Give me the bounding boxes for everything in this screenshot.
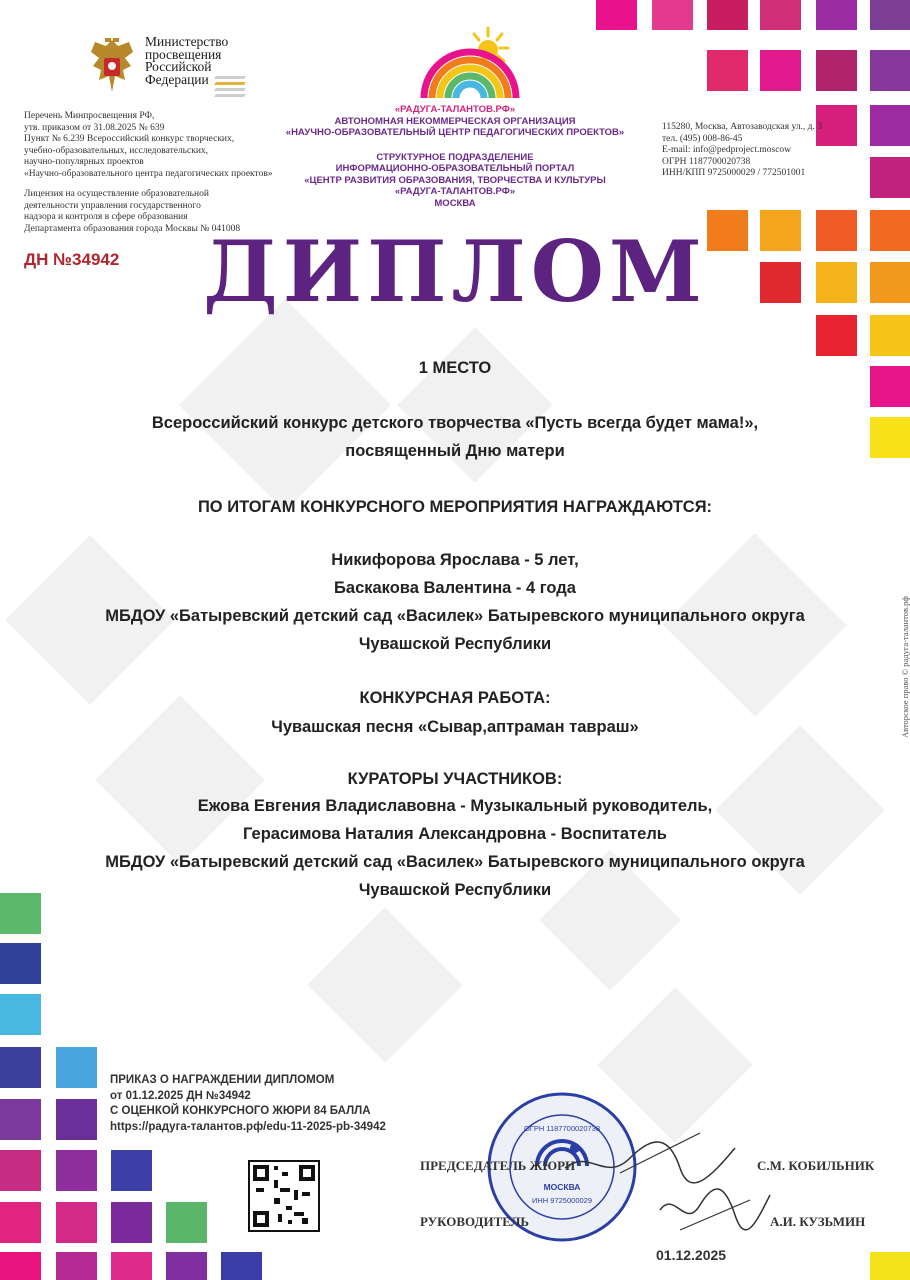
order-link[interactable]: https://радуга-талантов.рф/edu-11-2025-pb-34942 bbox=[110, 1120, 386, 1133]
list-line: Пункт № 6.239 Всероссийский конкурс творческих, bbox=[24, 134, 235, 144]
list-line: Перечень Минпросвещения РФ, bbox=[24, 111, 155, 121]
org-sub-line: «ЦЕНТР РАЗВИТИЯ ОБРАЗОВАНИЯ, ТВОРЧЕСТВА И КУЛЬТУРЫ bbox=[304, 174, 606, 186]
org-line: «НАУЧНО-ОБРАЗОВАТЕЛЬНЫЙ ЦЕНТР ПЕДАГОГИЧЕСКИХ ПРОЕКТОВ» bbox=[285, 127, 625, 138]
curators-heading: КУРАТОРЫ УЧАСТНИКОВ: bbox=[347, 770, 563, 788]
contact-line: 115280, Москва, Автозаводская ул., д. 3 bbox=[662, 122, 823, 132]
signature-chair-icon bbox=[560, 1128, 740, 1188]
contest-line: Всероссийский конкурс детского творчества «Пусть всегда будет мама!», bbox=[151, 414, 759, 432]
order-line: С ОЦЕНКОЙ КОНКУРСНОГО ЖЮРИ 84 БАЛЛА bbox=[110, 1105, 371, 1117]
rainbow-sun-icon bbox=[420, 24, 520, 104]
order-line: ПРИКАЗ О НАГРАЖДЕНИИ ДИПЛОМОМ bbox=[110, 1074, 335, 1086]
awarded-heading: ПО ИТОГАМ КОНКУРСНОГО МЕРОПРИЯТИЯ НАГРАЖДАЮТСЯ: bbox=[197, 498, 713, 516]
ministry-name-line: Федерации bbox=[145, 71, 209, 87]
sign-date: 01.12.2025 bbox=[656, 1247, 727, 1263]
org-sub-line: «РАДУГА-ТАЛАНТОВ.РФ» bbox=[394, 186, 516, 197]
stamp-city: МОСКВА bbox=[543, 1182, 581, 1192]
contest bbox=[0, 409, 910, 465]
work-title: Чувашская песня «Сывар,аптраман тавраш» bbox=[271, 718, 639, 736]
license-line: надзора и контроля в сфере образования bbox=[24, 212, 188, 222]
org-sub-line: ИНФОРМАЦИОННО-ОБРАЗОВАТЕЛЬНЫЙ ПОРТАЛ bbox=[335, 163, 575, 174]
participants bbox=[0, 546, 910, 658]
ministry-name-line: Российской bbox=[145, 59, 212, 74]
ministry-name-line: Министерство bbox=[145, 34, 229, 49]
org-block bbox=[255, 104, 655, 209]
head-name: А.И. КУЗЬМИН bbox=[770, 1214, 866, 1229]
ministry-name-line: просвещения bbox=[145, 46, 222, 62]
list-line: «Научно-образовательного центра педагогических проектов» bbox=[24, 168, 273, 179]
curator-line: Герасимова Наталия Александровна - Воспитатель bbox=[243, 825, 667, 843]
org-line: АВТОНОМНАЯ НЕКОММЕРЧЕСКАЯ ОРГАНИЗАЦИЯ bbox=[334, 115, 576, 127]
contact-line: ОГРН 1187700020738 bbox=[662, 156, 751, 167]
license-line: Лицензия на осуществление образовательной bbox=[24, 189, 209, 199]
head-label: РУКОВОДИТЕЛЬ bbox=[420, 1214, 530, 1229]
participant-line: МБДОУ «Батыревский детский сад «Василек» Батыревского муниципального округа bbox=[105, 607, 805, 625]
contest-line: посвященный Дню матери bbox=[345, 442, 565, 460]
curator-line: МБДОУ «Батыревский детский сад «Василек» Батыревского муниципального округа bbox=[105, 853, 805, 871]
curator-line: Чувашской Республики bbox=[358, 881, 552, 899]
rainbow-logo bbox=[420, 24, 520, 104]
list-line: утв. приказом от 31.08.2025 № 639 bbox=[24, 122, 165, 133]
ministry-block bbox=[85, 36, 255, 104]
curator-line: Ежова Евгения Владиславовна - Музыкальный руководитель, bbox=[197, 797, 713, 815]
left-info bbox=[24, 111, 284, 235]
order-block bbox=[110, 1073, 430, 1135]
order-line: от 01.12.2025 ДН №34942 bbox=[110, 1089, 251, 1102]
list-line: научно-популярных проектов bbox=[24, 157, 144, 167]
list-line: учебно-образовательных, исследовательских, bbox=[24, 145, 209, 156]
side-copyright: Авторское право © радуга-талантов.рф bbox=[900, 596, 910, 738]
signature-head-icon bbox=[655, 1180, 775, 1240]
ministry-stripes bbox=[215, 76, 245, 97]
org-sub-line: СТРУКТУРНОЕ ПОДРАЗДЕЛЕНИЕ bbox=[376, 151, 534, 163]
place: 1 МЕСТО bbox=[418, 359, 492, 377]
participant-line: Чувашской Республики bbox=[358, 635, 552, 653]
license-line: Департамента образования города Москвы № 041008 bbox=[24, 223, 241, 234]
contact-line: ИНН/КПП 9725000029 / 772501001 bbox=[662, 168, 806, 178]
contacts-block bbox=[662, 122, 862, 180]
participant-line: Баскакова Валентина - 4 года bbox=[334, 579, 576, 597]
stamp-ogrn: ОГРН 1187700020738 bbox=[523, 1124, 601, 1133]
diploma-title: ДИПЛОМ bbox=[203, 222, 707, 321]
chair-name: С.М. КОБИЛЬНИК bbox=[757, 1158, 875, 1173]
license-line: деятельности управления государственного bbox=[24, 200, 201, 211]
org-site: «РАДУГА-ТАЛАНТОВ.РФ» bbox=[394, 104, 516, 115]
contact-line: тел. (495) 008-86-45 bbox=[662, 133, 743, 144]
chair-label: ПРЕДСЕДАТЕЛЬ ЖЮРИ bbox=[420, 1158, 576, 1173]
coat-of-arms-icon bbox=[85, 36, 139, 98]
participant-line: Никифорова Ярослава - 5 лет, bbox=[331, 551, 579, 569]
stamp-inn: ИНН 9725000029 bbox=[531, 1196, 593, 1205]
work-heading: КОНКУРСНАЯ РАБОТА: bbox=[359, 689, 551, 707]
doc-number: ДН №34942 bbox=[24, 250, 120, 269]
curators bbox=[0, 792, 910, 904]
qr-code[interactable] bbox=[248, 1160, 320, 1232]
org-sub-line: МОСКВА bbox=[434, 197, 476, 209]
contact-line: E-mail: info@pedproject.moscow bbox=[662, 145, 792, 155]
